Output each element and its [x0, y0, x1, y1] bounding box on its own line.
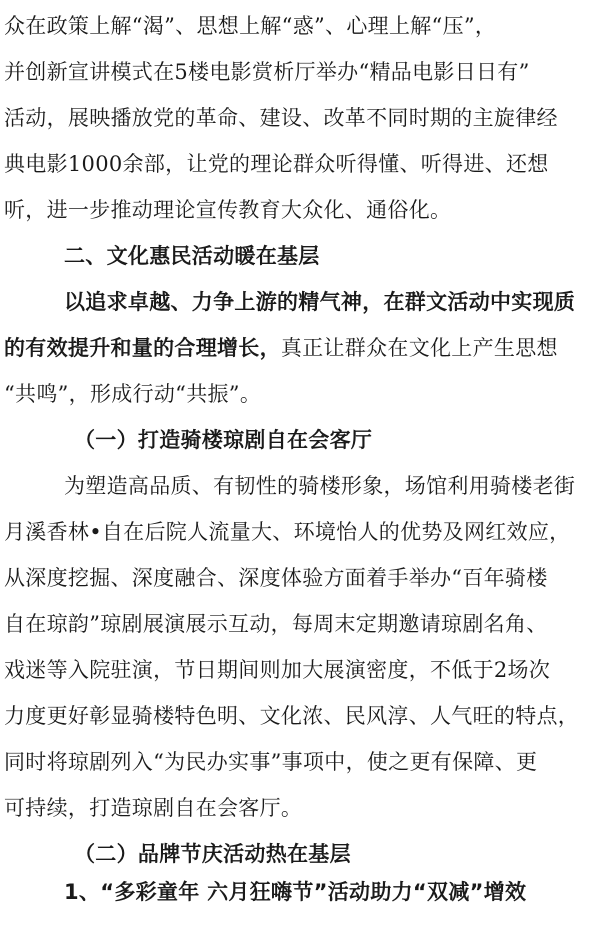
- paragraph-line: 戏迷等入院驻演，节日期间则加大展演密度，不低于2场次: [4, 658, 551, 682]
- paragraph-line-bold: 以追求卓越、力争上游的精气神，在群文活动中实现质: [64, 290, 576, 314]
- bold-text-span: 的有效提升和量的合理增长，: [4, 336, 281, 360]
- paragraph-line: 为塑造高品质、有韧性的骑楼形象，场馆利用骑楼老街: [64, 474, 576, 498]
- paragraph-line-mixed: [4, 328, 600, 368]
- paragraph-line: 从深度挖掘、深度融合、深度体验方面着手举办“百年骑楼: [4, 566, 548, 590]
- paragraph-line: “共鸣”，形成行动“共振”。: [4, 382, 262, 406]
- paragraph-line: 并创新宣讲模式在5楼电影赏析厅举办“精品电影日日有”: [4, 60, 530, 84]
- paragraph-line: 典电影1000余部，让党的理论群众听得懂、听得进、还想: [4, 152, 549, 176]
- paragraph-line: 力度更好彰显骑楼特色明、文化浓、民风淳、人气旺的特点，: [4, 704, 580, 728]
- subsection-heading: （二）品牌节庆活动热在基层: [74, 842, 351, 866]
- paragraph-line: 可持续，打造琼剧自在会客厅。: [4, 796, 303, 820]
- paragraph-line: 听，进一步推动理论宣传教育大众化、通俗化。: [4, 198, 452, 222]
- subsection-heading: （一）打造骑楼琼剧自在会客厅: [74, 428, 373, 452]
- regular-text-span: 真正让群众在文化上产生思想: [280, 336, 558, 360]
- section-heading: 二、文化惠民活动暖在基层: [64, 244, 320, 268]
- paragraph-line: 自在琼韵”琼剧展演展示互动，每周末定期邀请琼剧名角、: [4, 612, 548, 636]
- paragraph-line: 活动，展映播放党的革命、建设、改革不同时期的主旋律经: [4, 106, 558, 130]
- paragraph-line: 同时将琼剧列入“为民办实事”事项中，使之更有保障、更: [4, 750, 538, 774]
- paragraph-line: 月溪香林•自在后院人流量大、环境怡人的优势及网红效应，: [4, 520, 571, 544]
- paragraph-line: 众在政策上解“渴”、思想上解“惑”、心理上解“压”，: [4, 14, 497, 38]
- item-heading: 1、“多彩童年 六月狂嗨节”活动助力“双减”增效: [64, 880, 527, 904]
